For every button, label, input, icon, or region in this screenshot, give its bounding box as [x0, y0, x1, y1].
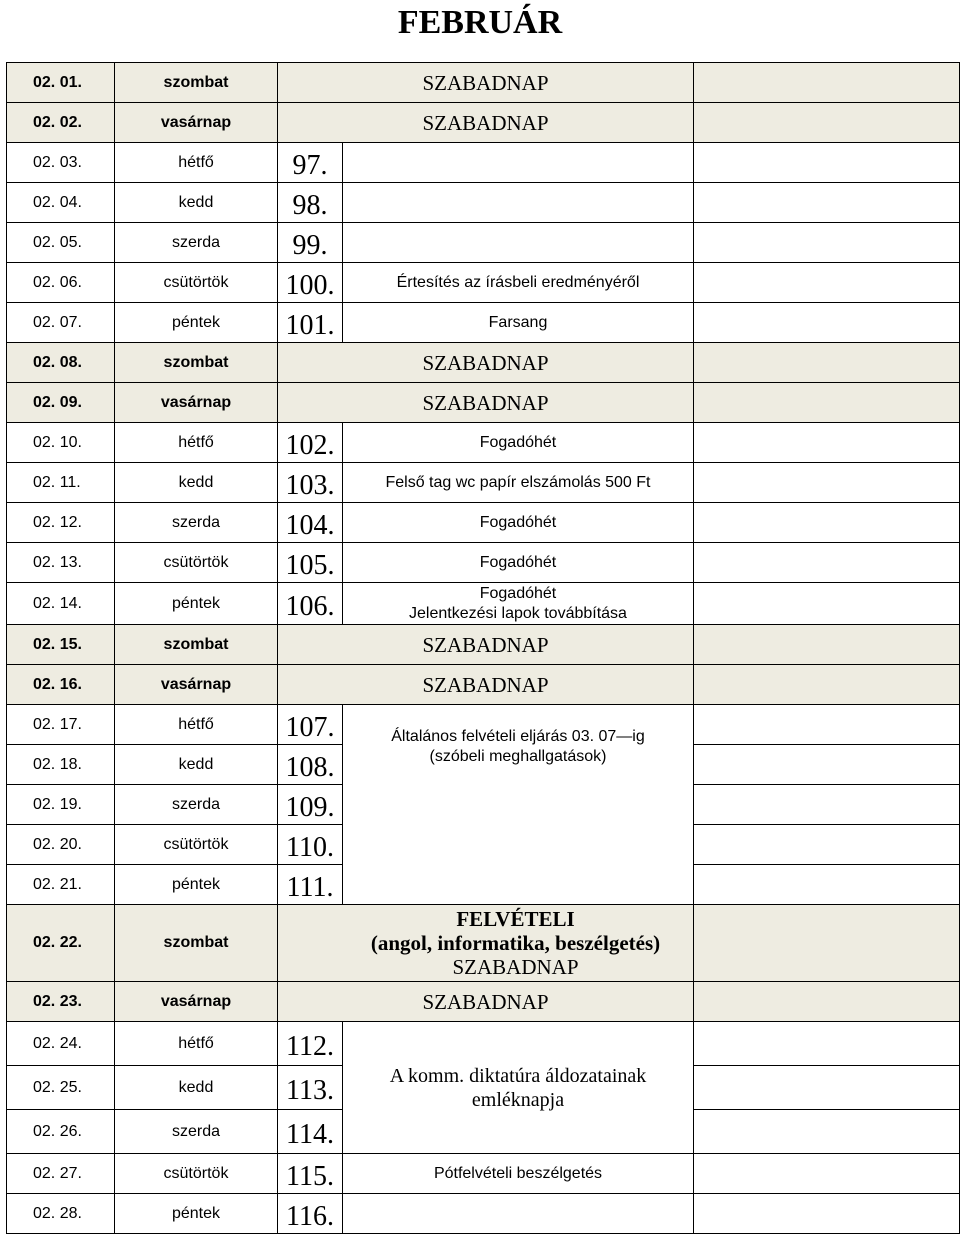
table-row	[7, 905, 960, 982]
note-cell	[694, 865, 960, 905]
date-cell: 02. 09.	[7, 383, 115, 423]
day-cell: szerda	[115, 785, 278, 825]
event-cell	[343, 583, 694, 625]
school-day-number: 113.	[278, 1066, 343, 1110]
date-cell: 02. 16.	[7, 665, 115, 705]
date-cell: 02. 26.	[7, 1110, 115, 1154]
memorial-event-cell	[343, 1022, 694, 1154]
event-cell	[343, 143, 694, 183]
table-row	[7, 1154, 960, 1194]
note-cell	[694, 785, 960, 825]
day-cell: szerda	[115, 503, 278, 543]
day-cell: szombat	[115, 905, 278, 982]
day-cell: csütörtök	[115, 543, 278, 583]
page-title: FEBRUÁR	[397, 4, 563, 41]
event-cell: Pótfelvételi beszélgetés	[343, 1154, 694, 1194]
table-row	[7, 343, 960, 383]
day-cell: kedd	[115, 183, 278, 223]
note-cell	[694, 503, 960, 543]
event-line: FELVÉTELI	[456, 907, 575, 931]
day-cell: szerda	[115, 223, 278, 263]
note-cell	[694, 303, 960, 343]
school-day-number: 102.	[278, 423, 343, 463]
event-cell: SZABADNAP	[278, 665, 694, 705]
table-row	[7, 625, 960, 665]
date-cell: 02. 24.	[7, 1022, 115, 1066]
day-cell: kedd	[115, 1066, 278, 1110]
memorial-line: emléknapja	[471, 1088, 565, 1111]
table-row	[7, 103, 960, 143]
date-cell: 02. 17.	[7, 705, 115, 745]
school-day-number: 108.	[278, 745, 343, 785]
note-cell	[694, 343, 960, 383]
table-row	[7, 1022, 960, 1066]
note-cell	[694, 1194, 960, 1234]
note-cell	[694, 1022, 960, 1066]
admission-line: (szóbeli meghallgatások)	[429, 748, 607, 765]
day-cell: hétfő	[115, 423, 278, 463]
school-day-number: 98.	[278, 183, 343, 223]
event-cell: Értesítés az írásbeli eredményéről	[343, 263, 694, 303]
event-cell: SZABADNAP	[278, 625, 694, 665]
note-cell	[694, 825, 960, 865]
date-cell: 02. 13.	[7, 543, 115, 583]
school-day-number: 103.	[278, 463, 343, 503]
event-cell	[278, 905, 694, 982]
note-cell	[694, 705, 960, 745]
event-line: Fogadóhét	[479, 584, 557, 602]
table-row	[7, 1194, 960, 1234]
event-line: SZABADNAP	[452, 955, 579, 979]
note-cell	[694, 223, 960, 263]
day-cell: péntek	[115, 1194, 278, 1234]
note-cell	[694, 905, 960, 982]
table-row	[7, 223, 960, 263]
day-cell: kedd	[115, 745, 278, 785]
note-cell	[694, 63, 960, 103]
date-cell: 02. 12.	[7, 503, 115, 543]
day-cell: csütörtök	[115, 825, 278, 865]
date-cell: 02. 19.	[7, 785, 115, 825]
day-cell: kedd	[115, 463, 278, 503]
date-cell: 02. 06.	[7, 263, 115, 303]
event-line: Jelentkezési lapok továbbítása	[409, 604, 627, 622]
date-cell: 02. 23.	[7, 982, 115, 1022]
day-cell: hétfő	[115, 1022, 278, 1066]
table-row	[7, 705, 960, 745]
note-cell	[694, 463, 960, 503]
table-row	[7, 503, 960, 543]
day-cell: péntek	[115, 583, 278, 625]
day-cell: szombat	[115, 343, 278, 383]
day-cell: csütörtök	[115, 263, 278, 303]
date-cell: 02. 28.	[7, 1194, 115, 1234]
note-cell	[694, 263, 960, 303]
note-cell	[694, 183, 960, 223]
school-day-number: 97.	[278, 143, 343, 183]
event-cell: SZABADNAP	[278, 982, 694, 1022]
table-row	[7, 665, 960, 705]
school-day-number: 104.	[278, 503, 343, 543]
table-row	[7, 463, 960, 503]
day-cell: hétfő	[115, 143, 278, 183]
admission-event-cell	[343, 705, 694, 905]
date-cell: 02. 05.	[7, 223, 115, 263]
day-cell: péntek	[115, 865, 278, 905]
school-day-number: 114.	[278, 1110, 343, 1154]
date-cell: 02. 15.	[7, 625, 115, 665]
day-cell: péntek	[115, 303, 278, 343]
date-cell: 02. 04.	[7, 183, 115, 223]
table-row	[7, 583, 960, 625]
date-cell: 02. 11.	[7, 463, 115, 503]
day-cell: vasárnap	[115, 103, 278, 143]
date-cell: 02. 22.	[7, 905, 115, 982]
school-day-number: 112.	[278, 1022, 343, 1066]
event-cell: Farsang	[343, 303, 694, 343]
note-cell	[694, 625, 960, 665]
day-cell: szombat	[115, 63, 278, 103]
table-row	[7, 183, 960, 223]
event-line: (angol, informatika, beszélgetés)	[370, 931, 661, 955]
school-day-number: 110.	[278, 825, 343, 865]
table-row	[7, 303, 960, 343]
event-cell	[343, 183, 694, 223]
day-cell: vasárnap	[115, 665, 278, 705]
event-cell: SZABADNAP	[278, 383, 694, 423]
date-cell: 02. 03.	[7, 143, 115, 183]
event-cell: SZABADNAP	[278, 343, 694, 383]
event-cell: Felső tag wc papír elszámolás 500 Ft	[343, 463, 694, 503]
table-row	[7, 383, 960, 423]
school-day-number: 99.	[278, 223, 343, 263]
table-row	[7, 143, 960, 183]
event-cell	[343, 1194, 694, 1234]
note-cell	[694, 1154, 960, 1194]
event-cell: SZABADNAP	[278, 103, 694, 143]
note-cell	[694, 103, 960, 143]
event-cell	[343, 223, 694, 263]
school-day-number: 116.	[278, 1194, 343, 1234]
school-day-number: 105.	[278, 543, 343, 583]
table-row	[7, 263, 960, 303]
note-cell	[694, 745, 960, 785]
school-day-number: 100.	[278, 263, 343, 303]
school-day-number: 101.	[278, 303, 343, 343]
event-cell: Fogadóhét	[343, 423, 694, 463]
admission-line: Általános felvételi eljárás 03. 07—ig	[391, 728, 645, 745]
date-cell: 02. 21.	[7, 865, 115, 905]
table-row	[7, 63, 960, 103]
date-cell: 02. 07.	[7, 303, 115, 343]
table-row	[7, 543, 960, 583]
school-day-number: 106.	[278, 583, 343, 625]
date-cell: 02. 14.	[7, 583, 115, 625]
date-cell: 02. 02.	[7, 103, 115, 143]
table-row	[7, 982, 960, 1022]
day-cell: szombat	[115, 625, 278, 665]
date-cell: 02. 08.	[7, 343, 115, 383]
note-cell	[694, 383, 960, 423]
note-cell	[694, 543, 960, 583]
date-cell: 02. 27.	[7, 1154, 115, 1194]
memorial-line: A komm. diktatúra áldozatainak	[389, 1064, 647, 1087]
school-day-number: 115.	[278, 1154, 343, 1194]
date-cell: 02. 20.	[7, 825, 115, 865]
date-cell: 02. 18.	[7, 745, 115, 785]
day-cell: csütörtök	[115, 1154, 278, 1194]
day-cell: szerda	[115, 1110, 278, 1154]
note-cell	[694, 982, 960, 1022]
date-cell: 02. 25.	[7, 1066, 115, 1110]
event-cell: SZABADNAP	[278, 63, 694, 103]
note-cell	[694, 423, 960, 463]
table-row	[7, 423, 960, 463]
date-cell: 02. 10.	[7, 423, 115, 463]
date-cell: 02. 01.	[7, 63, 115, 103]
event-cell: Fogadóhét	[343, 543, 694, 583]
day-cell: vasárnap	[115, 383, 278, 423]
note-cell	[694, 665, 960, 705]
event-cell: Fogadóhét	[343, 503, 694, 543]
calendar-table	[6, 62, 960, 1234]
school-day-number: 107.	[278, 705, 343, 745]
school-day-number: 109.	[278, 785, 343, 825]
day-cell: hétfő	[115, 705, 278, 745]
note-cell	[694, 1110, 960, 1154]
note-cell	[694, 143, 960, 183]
note-cell	[694, 1066, 960, 1110]
day-cell: vasárnap	[115, 982, 278, 1022]
note-cell	[694, 583, 960, 625]
school-day-number: 111.	[278, 865, 343, 905]
